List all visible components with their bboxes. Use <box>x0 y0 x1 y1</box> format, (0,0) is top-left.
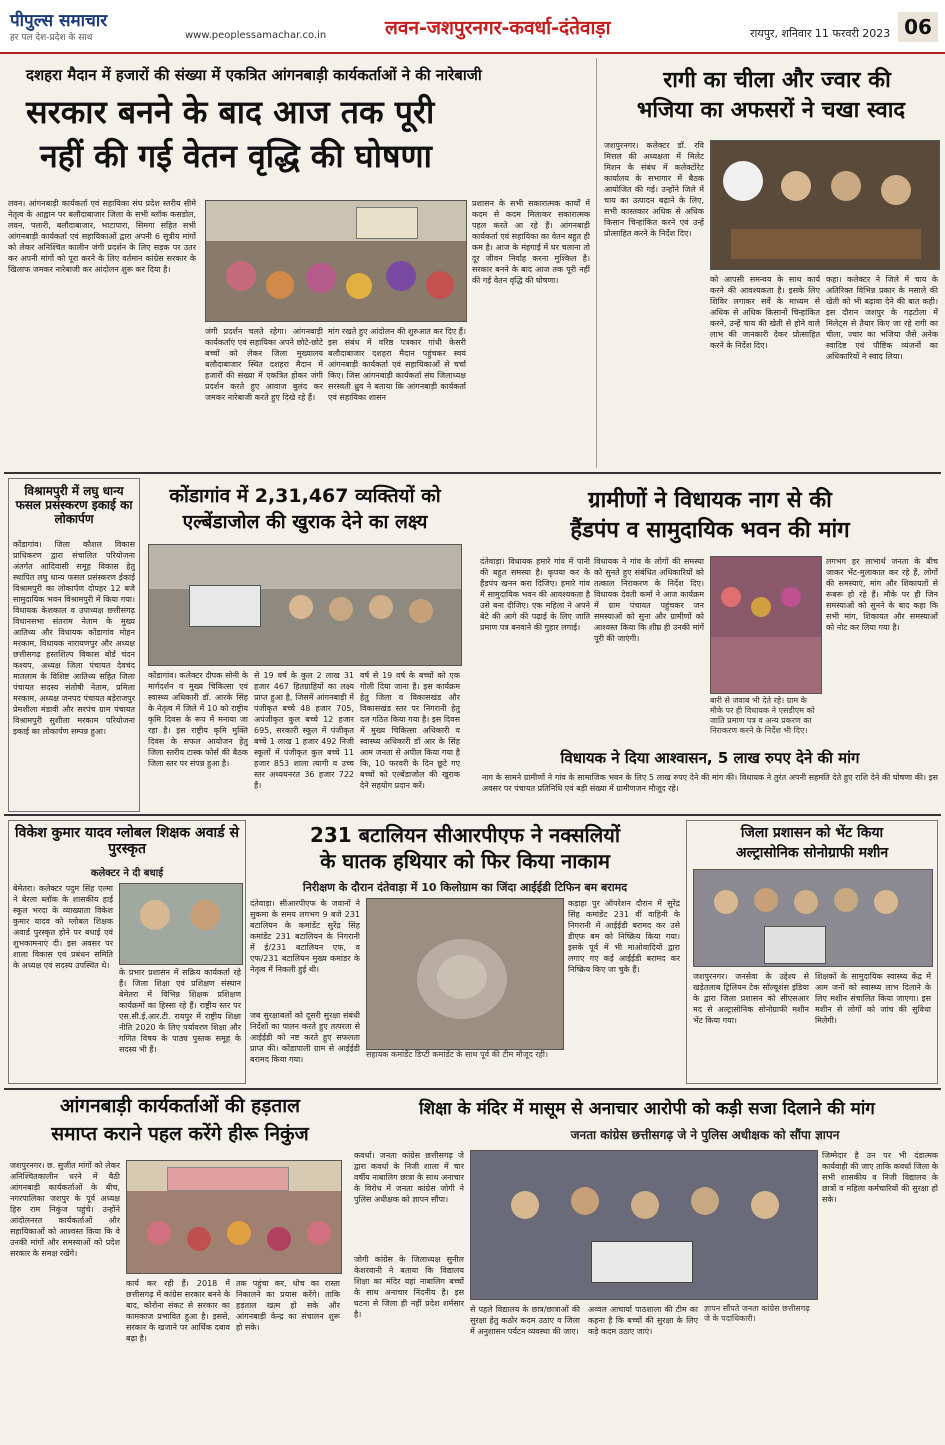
millet-body: कोंडागांव। जिला कौशल विकास प्राधिकरण द्वारा संचालित परियोजना अंतर्गत आदिवासी समूह विकास हेतु स्थापित लघु धान्य फसल प्रसंस्करण ईकाई विश्रामपुरी का लोकार्पण दोपहर 12 बजे सामुदायिक भवन विश्रामपुरी में किया गया। विधायक केशकाल व उपाध्यक्ष छत्तीसगढ़ विधानसभा संतराम नेताम के मुख्य आतिथ्य और विधायक कोंडागांव मोहन मरकाम, विधायक नारायणपुर और अध्यक्ष छत्तीसगढ़ हस्तशिल्प विकास बोर्ड चंदन कश्यप, अध्यक्ष जिला पंचायत देवचंद मातलाम के विशिष्ट आतिथ्य सहित जिला पंचायत सदस्य संतोषी नेताम, प्रमिला मरकाम, अध्यक्ष जनपद पंचायत बड़ेराजपुर प्रेमशीला मंडावी और सरपंच ग्राम पंचायत विश्रामपुरी सुशीला मरकाम परियोजना इकाई का लोकार्पण सम्पन्न हुआ। <box>13 540 135 736</box>
sono-body-col2: शिक्षकों के सामुदायिक स्वास्थ्य केंद्र में आम जनों को स्वास्थ्य लाभ दिलाने के लिए मशीन संचालित किया जाएगा। इस मशीन से लोगों को जांच की सुविधा मिलेगी। <box>815 972 931 1025</box>
logo-tagline: हर पल देश-प्रदेश के साथ <box>10 33 93 43</box>
handpump-body-col2: विधायक ने गांव के लोगों की समस्या को सुनते हुए संबंधित अधिकारियों को तत्काल निराकरण के निर्देश दिए। विधायक देवती कर्मा ने आज कार्यक्रम में ग्राम पंचायत पहुंचकर जन समस्याओं को सुना और ग्रामीणों को आश्वस्त किया कि शीघ्र ही उनकी मांगें पूरी की जाएंगी। <box>594 557 704 643</box>
handpump-photo-villagers <box>710 556 822 694</box>
lead-photo-protest <box>205 200 467 322</box>
shiksha-body-col1: कवर्धा। जनता कांग्रेस छत्तीसगढ़ जे द्वारा कवर्धा के निजी शाला में चार वर्षीय नाबालिग छात्रा के साथ अनाचार के विरोध में जनता कांग्रेस जोगी ने पुलिस अधीक्षक को ज्ञापन सौंपा। <box>354 1151 464 1204</box>
shiksha-body-col3: अव्वल आचार्या पाठशाला की टीम का कहना है कि बच्चों की सुरक्षा के लिए कड़े कदम उठाए जाएं। <box>588 1305 698 1336</box>
kondagaon-photo-meeting <box>148 544 462 666</box>
crpf-photo-ied <box>366 898 564 1050</box>
column-divider <box>596 58 597 468</box>
dateline: रायपुर, शनिवार 11 फरवरी 2023 <box>750 27 891 40</box>
ragi-headline-line2: भजिया का अफसरों ने चखा स्वाद <box>636 98 906 123</box>
crpf-headline-line2: के घातक हथियार को फिर किया नाकाम <box>320 849 610 873</box>
ragi-body-col1: जशपुरनगर। कलेक्टर डॉ. रवि मित्तल की अध्यक्षता में मिलेट मिशन के संबंध में कलेक्टोरेट कार्यालय के सभागार में बैठक आयोजित की गई। उन्होंने जिले में चाय का उत्पादन बढ़ाने के लिए, सभी कास्तकार अधिक से अधिक किसान चिन्हांकित करने एवं उन्हें प्रोत्साहित करने के निर्देश दिए। <box>604 141 704 238</box>
strike-body-col2: कार्य कर रही हैं। 2018 में छत्तीसगढ़ में कांग्रेस सरकार बनने के बाद, कोरोना संकट से सरकार का कामकाज प्रभावित हुआ है। इससे, सरकार के खजाने पर आर्थिक दबाव बढ़ा है। <box>126 1279 230 1343</box>
handpump-subheadline: विधायक ने दिया आश्वासन, 5 लाख रुपए देने की मांग <box>560 749 860 767</box>
strike-headline-line1: आंगनबाड़ी कार्यकर्ताओं की हड़ताल <box>59 1095 301 1117</box>
shiksha-photo-caption: ज्ञापन सौंपते जनता कांग्रेस छत्तीसगढ़ जे के पदाधिकारी। <box>704 1304 810 1323</box>
sono-headline-line2: अल्ट्रासोनिक सोनोग्राफी मशीन <box>735 845 889 861</box>
lead-headline-line1: सरकार बनने के बाद आज तक पूरी <box>26 93 435 131</box>
crpf-headline-line1: 231 बटालियन सीआरपीएफ ने नक्सलियों <box>309 823 621 847</box>
award-subheadline: कलेक्टर ने दी बधाई <box>90 868 164 879</box>
kondagaon-headline-line2: एल्बेंडाजोल की खुराक देने का लक्ष्य <box>182 511 428 533</box>
section-rule <box>4 814 941 816</box>
strike-photo-dharna <box>126 1160 342 1274</box>
handpump-body-col3: लगभग हर लाभार्थ जनता के बीच जाकर भेंट-मुलाकात कर रहे हैं, लोगों की समस्याएं, मांग और शिकायतों से रूबरू हो रहे हैं। मौके पर ही जिन समस्याओं को सुनने के बाद कहा कि सभी मांग, शिकायत और समस्याओं को नोट कर लिया गया है। <box>826 557 938 632</box>
crpf-body-col1b: जब सुरक्षाबलों को दूसरी सुरक्षा संबंधी निर्देशों का पालन करते हुए तत्परता से आईईडी को नष्ट करते हुए सफलता प्राप्त की। कोंडापाली ग्राम से आईईडी बरामद किया गया। <box>250 1011 360 1064</box>
award-body-col1: बेमेतरा। कलेक्टर पदुम सिंह एल्मा ने बेरला ब्लॉक के शासकीय हाई स्कूल भरदा के व्याख्याता विकेश कुमार यादव को ग्लोबल शिक्षक अवार्ड पुरस्कृत होने पर बधाई एवं शुभकामनाएं दी। इस अवसर पर शाला विकास एवं प्रबंधन समिति के अध्यक्ष एवं सदस्य उपस्थित थे। <box>13 884 113 970</box>
lead-kicker: दशहरा मैदान में हजारों की संख्या में एकत्रित आंगनबाड़ी कार्यकर्ताओं ने की नारेबाजी <box>26 66 482 84</box>
strike-body-col3: तक पहुंचा कर, धोच का रास्ता निकालने का प्रयास करेंगे। ताकि हड़ताल खत्म हो सके और आंगनबाड़ी केन्द्र का संचालन शुरू हो सके। <box>236 1279 340 1332</box>
handpump-sub-body: नाग के सामने ग्रामीणों ने गांव के सामाजिक भवन के लिए 5 लाख रुपए देने की मांग की। विधायक ने तुरंत अपनी सहमति देते हुए राशि देने की घोषणा की। इस अवसर पर पंचायत प्रतिनिधि एवं बड़ी संख्या में ग्रामीणजन मौजूद रहे। <box>482 773 938 793</box>
shiksha-subheadline: जनता कांग्रेस छत्तीसगढ़ जे ने पुलिस अधीक्षक को सौंपा ज्ञापन <box>570 1128 840 1142</box>
millet-headline: विश्रामपुरी में लघु धान्य फसल प्रसंस्करण इकाई का लोकार्पण <box>15 484 133 526</box>
edition-title: लवन-जशपुरनगर-कवर्धा-दंतेवाड़ा <box>385 17 611 39</box>
ragi-headline-line1: रागी का चीला और ज्वार की <box>663 68 891 93</box>
shiksha-body-col4: जिम्मेदार है उन पर भी दंडात्मक कार्यवाही की जाए ताकि कवर्धा जिला के सभी शासकीय व निजी विद्यालय के छात्रों व महिला कर्मचारियों की सुरक्षा हो सके। <box>822 1151 938 1204</box>
kondagaon-headline-line1: कोंडागांव में 2,31,467 व्यक्तियों को <box>169 485 441 507</box>
handpump-headline-line1: ग्रामीणों ने विधायक नाग से की <box>588 488 832 513</box>
lead-body-col4: प्रशासन के सभी सकारात्मक कार्यों में कदम से कदम मिलाकर सकारात्मक पहल करते आ रहे हैं। आंगनबाड़ी कार्यकर्ता एवं सहायिका का वेतन बहुत ही कम है। आज के मंहगाई में घर चलाना तो दूर जीवन निर्वाह करना मुश्किल है। सरकार बनने के बाद आज तक पूरी नहीं की गई वेतन वृद्धि की घोषणा। <box>472 199 590 285</box>
shiksha-headline: शिक्षा के मंदिर में मासूम से अनाचार आरोपी को कड़ी सजा दिलाने की मांग <box>419 1099 875 1119</box>
lead-body-col2: जंगी प्रदर्शन चलते रहेगा। आंगनबाड़ी कार्यकर्ताएं एवं सहायिका अपने छोटे-छोटे बच्चों को लेकर जिला मुख्यालय बलौदाबाजार स्थित दशहरा मैदान में हजारों की संख्या में एकत्रित होकर जंगी प्रदर्शन करते हुए आवाज बुलंद कर जमकर नारेबाजी करते हुए दिखे रहे हैं। <box>205 327 323 402</box>
sono-body-col1: जशपुरनगर। जनसेवा के उद्देश्य से खड़ेतलाब ट्रिलियन टेक सॉल्यूशंस इंडिया के द्वारा जिला प्रशासन को सीएसआर मद से अल्ट्रासोनिक सोनोग्राफी मशीन भेंट किया गया। <box>693 972 809 1025</box>
section-rule <box>4 472 941 474</box>
website-url[interactable]: www.peoplessamachar.co.in <box>185 30 327 41</box>
award-headline: विकेश कुमार यादव ग्लोबल शिक्षक अवार्ड से पुरस्कृत <box>15 825 239 858</box>
lead-headline-line2: नहीं की गई वेतन वृद्धि की घोषणा <box>40 137 432 175</box>
shiksha-body-col2: से पहले विद्यालय के छात्र/छात्राओं की सुरक्षा हेतु कठोर कदम उठाए व जिला में अनुशासन पर्यटन व्यवस्था की जाए। <box>470 1305 580 1336</box>
kondagaon-body-col2: से 19 वर्ष के कुल 2 लाख 31 हजार 467 हितग्राहियों का लक्ष्य प्राप्त हुआ है, जिसमें आंगनबाड़ी में पंजीकृत बच्चे 48 हजार 705, अपंजीकृत कुल बच्चे 12 हजार 695, सरकारी स्कूल में पंजीकृत बच्चे 1 लाख 1 हजार 492 निजी स्कूलों में पंजीकृत कुल बच्चे 11 हजार 853 शाला त्यागी व उच्च स्तर अध्ययनरत 36 हजार 722 हैं। <box>254 671 354 790</box>
award-box <box>8 820 246 1084</box>
strike-headline-line2: समाप्त कराने पहल करेंगे हीरू निकुंज <box>51 1123 309 1145</box>
crpf-body-col1: दंतेवाड़ा। सीआरपीएफ के जवानों ने सुकमा के समय लगभग 9 बजे 231 बटालियन के कमांडेंट सुरेंद्र सिंह कमांडेंट 231 बटालियन के निगरानी में ई/231 बटालियन एफ, व एफ/231 बटालियन मुख्य कमांडर के नेतृत्व में निकली हुई थी। <box>250 899 360 974</box>
ragi-body-col3: कहा। कलेक्टर ने जिले में चाय के अतिरिक्त विभिन्न प्रकार के मसाले की खेती को भी बढ़ावा देने की बात कही। इस दौरान जशपुर के गढ़टोला में मिलेट्स से तैयार किए जा रहे रागी का चीला, ज्वार का भजिया जैसे अनेक स्वादिष्ट एवं पौष्टिक व्यंजनों का अधिकारियों ने स्वाद लिया। <box>826 275 938 361</box>
crpf-photo-caption: सहायक कमांडेंट डिप्टी कमांडेंट के साथ पूर्व की टीम मौजूद रही। <box>366 1050 549 1059</box>
ragi-body-col2: को आपसी समन्वय के साथ कार्य करने की आवश्यकता है। इसके लिए शिविर लगाकर सर्वे के माध्यम से अधिक से अधिक किसानों चिन्हांकित करने, उन्हें चाय की खेती से होने वाले लाभ की जानकारी देकर प्रोत्साहित करने के निर्देश दिए। <box>710 275 820 350</box>
shiksha-photo-memorandum <box>470 1150 818 1300</box>
page-number: 06 <box>898 12 938 42</box>
shiksha-body-col1b: जोगी कांग्रेस के जिलाध्यक्ष सुनील केशरवानी ने बताया कि विद्यालय शिक्षा का मंदिर यहां नाबालिग बच्चों के साथ अनाचार निंदनीय है। इस घटना से जिला ही नहीं प्रदेश शर्मसार है। <box>354 1255 464 1319</box>
strike-body-col1: जशपुरनगर। छ. सुजीत मांगों को लेकर अनिश्चितकालीन धरने में बैठी आंगनबाड़ी कार्यकर्ताओं के बीच, नगरपालिका जशपुर के पूर्व अध्यक्ष हिरु राम निकुंज पहुंचे। उन्होंने आंदोलनरत कार्यकर्ताओं और सहायिकाओं को आश्वस्त किया कि वे उनकी मांगों और समस्याओं को प्रदेश सरकार के समक्ष रखेंगे। <box>10 1161 120 1258</box>
kondagaon-body-col1: कोंडागांव। कलेक्टर दीपक सोनी के मार्गदर्शन व मुख्य चिकित्सा एवं स्वास्थ्य अधिकारी डॉ. आरके सिंह के नेतृत्व में जिले में 10 को राष्ट्रीय कृमि दिवस के रूप में मनाया जा रहा है। इस राष्ट्रीय कृमि मुक्ति दिवस के सफल आयोजन हेतु जिला स्तरीय टास्क फोर्स की बैठक जिला स्तर पर संपन्न हुआ है। <box>148 671 248 768</box>
award-body-col2: के प्रभार प्रशासन में सक्रिय कार्यकर्ता रहे हैं। जिला शिक्षा एवं प्रशिक्षण संस्थान बेमेतरा में विभिन्न शिक्षक प्रशिक्षण कार्यक्रमों का हिस्सा रहे हैं। राष्ट्रीय स्तर पर एस.सी.ई.आर.टी. रायपुर में राष्ट्रीय शिक्षा नीति 2020 के लिए पर्यावरण शिक्षा और गणित विषय के पाठ्य पुस्तक समूह के सदस्य भी हैं। <box>119 968 241 1054</box>
lead-body-col3: मांग रखते हुए आंदोलन की शुरुआत कर दिए हैं। इस संबंध में वरिष्ठ पत्रकार गांधी केसरी बलौदाबाजार दशहरा मैदान पहुंचकर स्वयं आंगनबाड़ी कार्यकर्ता एवं सहायिकाओं से चर्चा किए। जिस आंगनबाड़ी कार्यकर्ता संघ जिलाध्यक्ष सरस्वती ध्रुव ने बताया कि आंगनबाड़ी कार्यकर्ता एवं सहायिका शासन <box>328 327 466 402</box>
newspaper-logo: पीपुल्स समाचार <box>10 11 108 31</box>
handpump-photo-caption: बारी से जवाब भी देते रहे। ग्राम के मौके पर ही विधायक ने एसडीएम को जाति प्रमाण पत्र व अन्य प्रकरण का निराकरण करने के निर्देश भी दिए। <box>710 696 815 735</box>
kondagaon-body-col3: वर्ष से 19 वर्ष के बच्चों को एक गोली दिया जाना है। इस कार्यक्रम हेतु जिला व विकासखंड और विकासखंड स्तर पर निगरानी हेतु दल गठित किया गया है। इस दिवस में मुख्य चिकित्सा अधिकारी व स्वास्थ्य अधिकारी डॉ आर के सिंह आम जनता से अपील किया गया है कि, 10 फरवरी के दिन छूटे गए बच्चों को एल्बेंडाजोल की खुराक देने सहयोग प्रदान करें। <box>360 671 460 790</box>
handpump-body-col1: दंतेवाड़ा। विधायक हमारे गांव में पानी की बहुत समस्या है। कृपया कर के हैंडपंप खनन करा दिजिए। हमारे गांव में सामुदायिक भवन की आवश्यकता है उसे बना दीजिए। एक महिला ने अपने बेटे की आगे की पढ़ाई के लिए जाति प्रमाण पत्र बनवाने की गुहार लगाई। <box>480 557 590 632</box>
award-photo <box>119 883 243 965</box>
crpf-body-col3: कड़ाहा पुर ऑपरेशन दौरान में सुरेंद्र सिंह कमांडेंट 231 वीं वाहिनी के निगरानी में आईईडी बरामद कर उसे डीएफ बम को निष्क्रिय किया गया। इसके पूर्व में भी माओवादियों द्वारा लगाए गए कई आईईडी बरामद कर निष्क्रिय किए जा चुके हैं। <box>568 899 680 974</box>
section-rule <box>4 1088 941 1090</box>
millet-box <box>8 478 140 812</box>
lead-body-col1: लवन। आंगनबाड़ी कार्यकर्ता एवं सहायिका संघ प्रदेश स्तरीय सीमे नेतृत्व के आह्वान पर बलौदाबाजार जिला के सभी ब्लॉक कसडोल, लवन, पलारी, बलौदाबाजार, भाटापारा, सिमगा सहित सभी आंगनबाड़ी कार्यकर्ता एवं सहायिकाओं द्वारा अपनी 6 सूत्रीय मांगों को लेकर अनिश्चित कालीन जंगी प्रदर्शन के लिए सड़क पर उतर कर अपनी मांगों को पूरा करने के लिए वर्तमान कांग्रेस सरकार के खिलाफ जमकर नारेबाजी कर आंदोलन शुरू कर दिया है। <box>8 199 196 274</box>
masthead <box>0 0 945 54</box>
handpump-headline-line2: हैंडपंप व सामुदायिक भवन की मांग <box>570 518 850 543</box>
sono-photo-handover <box>693 869 933 967</box>
sono-headline-line1: जिला प्रशासन को भेंट किया <box>740 825 884 841</box>
sono-box <box>686 820 938 1084</box>
crpf-subheadline: निरीक्षण के दौरान दंतेवाड़ा में 10 किलोग्राम का जिंदा आईईडी टिफिन बम बरामद <box>302 881 628 894</box>
ragi-photo-tasting <box>710 140 940 270</box>
